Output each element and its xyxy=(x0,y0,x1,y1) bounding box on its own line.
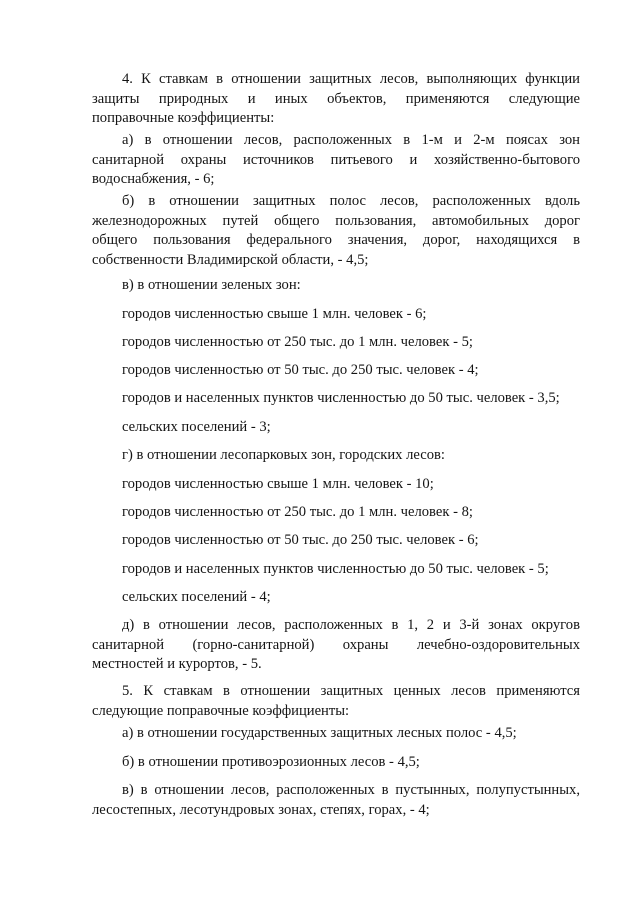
paragraph-4 xyxy=(92,70,580,129)
paragraph-4a xyxy=(92,131,580,190)
paragraph-5v xyxy=(92,781,580,820)
paragraph-4-line-3: поправочные коэффициенты: xyxy=(92,110,275,126)
paragraph-5-line-2: следующие поправочные коэффициенты: xyxy=(92,702,350,719)
paragraph-4g: г) в отношении лесопарковых зон, городских лесов: xyxy=(122,447,445,463)
paragraph-4b-line-2: железнодорожных путей общего пользования, автомобильных дорог xyxy=(92,212,580,229)
paragraph-4-line-1: 4. К ставкам в отношении защитных лесов, выполняющих функции xyxy=(122,71,580,87)
paragraph-5v-line-1: в) в отношении лесов, расположенных в пустынных, полупустынных, xyxy=(122,782,580,798)
green-zone-item-1: городов численностью свыше 1 млн. человек - 6; xyxy=(122,306,427,322)
paragraph-4a-line-2: санитарной охраны источников питьевого и хозяйственно-бытового xyxy=(92,151,580,168)
paragraph-4a-line-3: водоснабжения, - 6; xyxy=(92,171,215,187)
green-zone-item-5: сельских поселений - 3; xyxy=(122,419,271,435)
paragraph-4b-line-1: б) в отношении защитных полос лесов, расположенных вдоль xyxy=(122,193,580,209)
forest-park-item-2: городов численностью от 250 тыс. до 1 млн. человек - 8; xyxy=(122,504,473,520)
paragraph-4b xyxy=(92,192,580,270)
paragraph-4a-line-1: а) в отношении лесов, расположенных в 1-м и 2-м поясах зон xyxy=(122,132,580,148)
paragraph-5b: б) в отношении противоэрозионных лесов - 4,5; xyxy=(122,754,420,770)
forest-park-item-3: городов численностью от 50 тыс. до 250 тыс. человек - 6; xyxy=(122,532,479,548)
paragraph-4v: в) в отношении зеленых зон: xyxy=(122,277,301,293)
paragraph-4b-line-4: собственности Владимирской области, - 4,5; xyxy=(92,251,369,268)
forest-park-item-5: сельских поселений - 4; xyxy=(122,589,271,605)
forest-park-item-4: городов и населенных пунктов численностью до 50 тыс. человек - 5; xyxy=(122,561,549,577)
paragraph-4d-line-2: санитарной (горно-санитарной) охраны лечебно-оздоровительных xyxy=(92,636,580,653)
paragraph-4-line-2: защиты природных и иных объектов, применяются следующие xyxy=(92,90,580,107)
green-zone-item-2: городов численностью от 250 тыс. до 1 млн. человек - 5; xyxy=(122,334,473,350)
paragraph-5a: а) в отношении государственных защитных лесных полос - 4,5; xyxy=(122,725,517,741)
paragraph-5v-line-2: лесостепных, лесотундровых зонах, степях, горах, - 4; xyxy=(92,801,430,818)
paragraph-4d-line-1: д) в отношении лесов, расположенных в 1, 2 и 3-й зонах округов xyxy=(122,617,580,633)
forest-park-item-1: городов численностью свыше 1 млн. человек - 10; xyxy=(122,476,434,492)
green-zone-item-3: городов численностью от 50 тыс. до 250 тыс. человек - 4; xyxy=(122,362,479,378)
paragraph-4d-line-3: местностей и курортов, - 5. xyxy=(92,656,262,672)
paragraph-5-line-1: 5. К ставкам в отношении защитных ценных лесов применяются xyxy=(122,683,580,699)
green-zone-item-4: городов и населенных пунктов численностью до 50 тыс. человек - 3,5; xyxy=(122,390,560,406)
paragraph-4b-line-3: общего пользования федерального значения, дорог, находящихся в xyxy=(92,232,580,248)
paragraph-5 xyxy=(92,682,580,721)
paragraph-4d xyxy=(92,616,580,675)
